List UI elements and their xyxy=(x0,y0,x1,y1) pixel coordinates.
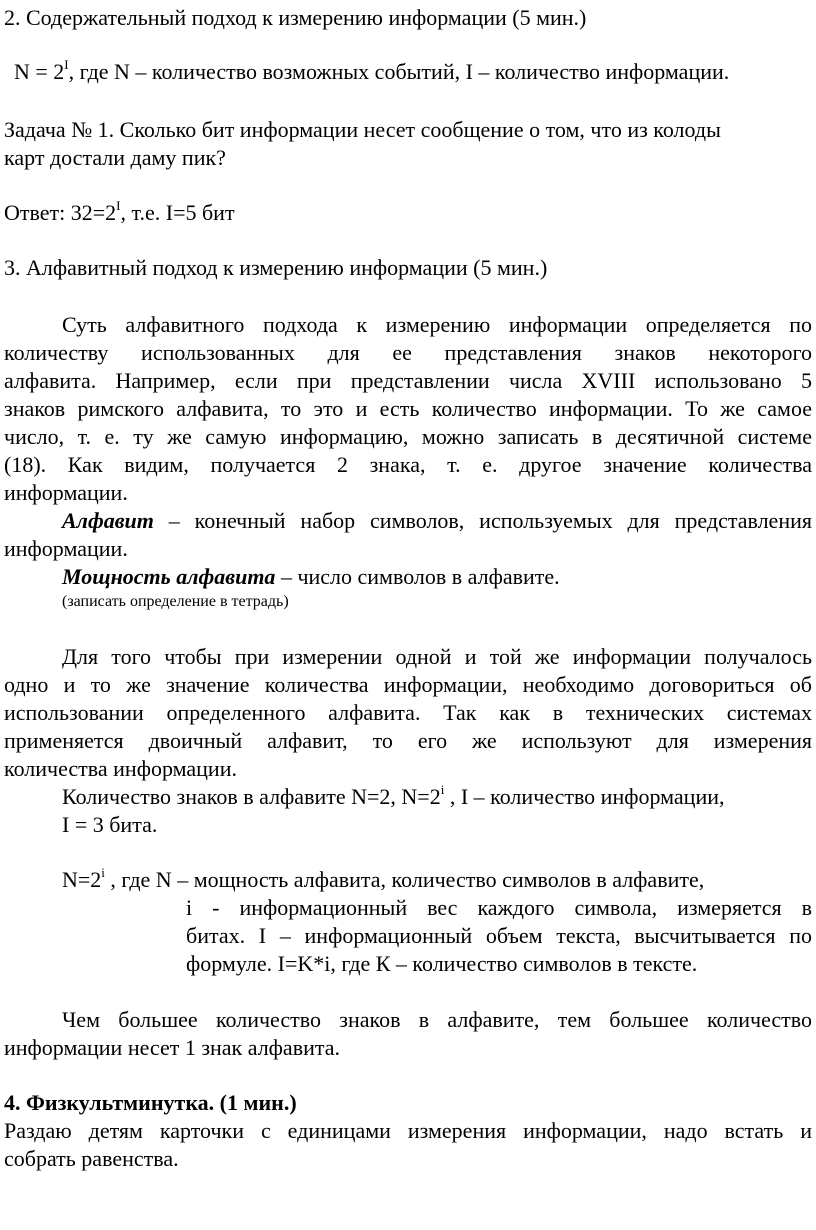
answer-line xyxy=(4,199,235,227)
para2-line-5: количества информации. xyxy=(4,756,237,781)
answer-exponent: I xyxy=(116,197,121,213)
definition-power xyxy=(62,563,560,591)
formula-i-line-1: i - информационный вес каждого символа, измеряется в xyxy=(186,895,812,920)
formula-n-exponent: i xyxy=(101,864,105,880)
para1-line-5: число, т. е. ту же самую информацию, можно записать в десятичной системе xyxy=(4,424,812,449)
count-line-2: I = 3 бита. xyxy=(62,812,158,837)
para1-line-7: информации. xyxy=(4,480,128,505)
formula-exponent: I xyxy=(64,56,69,72)
definition-alphabet xyxy=(62,507,812,535)
count-rest: , I – количество информации, xyxy=(444,784,725,809)
section-4-heading: 4. Физкультминутка. (1 мин.) xyxy=(4,1090,297,1115)
section-4-line-2: собрать равенства. xyxy=(4,1146,179,1171)
para2-line-1: Для того чтобы при измерении одной и той же информации получалось xyxy=(62,644,812,669)
para1-line-1: Суть алфавитного подхода к измерению информации определяется по xyxy=(62,312,812,337)
answer-rest: , т.е. I=5 бит xyxy=(120,200,235,225)
formula-i-line-3: формуле. I=K*i, где К – количество символов в тексте. xyxy=(186,951,698,976)
definition-power-text: – число символов в алфавите. xyxy=(275,564,560,589)
note-write-definition: (записать определение в тетрадь) xyxy=(62,593,289,610)
task-1-line-1: Задача № 1. Сколько бит информации несет сообщение о том, что из колоды xyxy=(4,117,721,142)
para3-line-1: Чем большее количество знаков в алфавите, тем большее количество xyxy=(62,1007,812,1032)
definition-power-term: Мощность алфавита xyxy=(62,564,276,589)
para2-line-3: использовании определенного алфавита. Так как в технических системах xyxy=(4,700,812,725)
formula-n-text: , где N – мощность алфавита, количество символов в алфавите, xyxy=(104,867,705,892)
para1-line-6: (18). Как видим, получается 2 знака, т. е. другое значение количества xyxy=(4,452,812,477)
count-line xyxy=(62,783,725,811)
para2-line-2: одно и то же значение количества информации, необходимо договориться об xyxy=(4,672,812,697)
formula-lhs: N = 2 xyxy=(14,59,65,84)
formula-line xyxy=(14,58,729,86)
para1-line-3: алфавита. Например, если при представлении числа XVIII использовано 5 xyxy=(4,368,812,393)
count-exponent: i xyxy=(440,781,445,797)
definition-alphabet-cont: информации. xyxy=(4,536,128,561)
para2-line-4: применяется двоичный алфавит, то его же используют для измерения xyxy=(4,728,812,753)
formula-i-line-2: битах. I – информационный объем текста, высчитывается по xyxy=(186,923,812,948)
definition-alphabet-text: – конечный набор символов, используемых для представления xyxy=(153,508,812,533)
formula-description: , где N – количество возможных событий, I – количество информации. xyxy=(68,59,730,84)
para3-line-2: информации несет 1 знак алфавита. xyxy=(4,1035,341,1060)
section-2-heading: 2. Содержательный подход к измерению информации (5 мин.) xyxy=(4,5,587,30)
task-1-line-2: карт достали даму пик? xyxy=(4,145,226,170)
section-3-heading: 3. Алфавитный подход к измерению информации (5 мин.) xyxy=(4,255,548,280)
formula-n-lhs: N=2 xyxy=(62,867,102,892)
formula-n-line xyxy=(62,866,704,894)
section-4-line-1: Раздаю детям карточки с единицами измерения информации, надо встать и xyxy=(4,1118,812,1143)
answer-lhs: Ответ: 32=2 xyxy=(4,200,117,225)
para1-line-2: количеству использованных для ее представления знаков некоторого xyxy=(4,340,812,365)
para1-line-4: знаков римского алфавита, то это и есть количество информации. То же самое xyxy=(4,396,812,421)
count-text: Количество знаков в алфавите N=2, N=2 xyxy=(62,784,441,809)
definition-alphabet-term: Алфавит xyxy=(62,508,154,533)
